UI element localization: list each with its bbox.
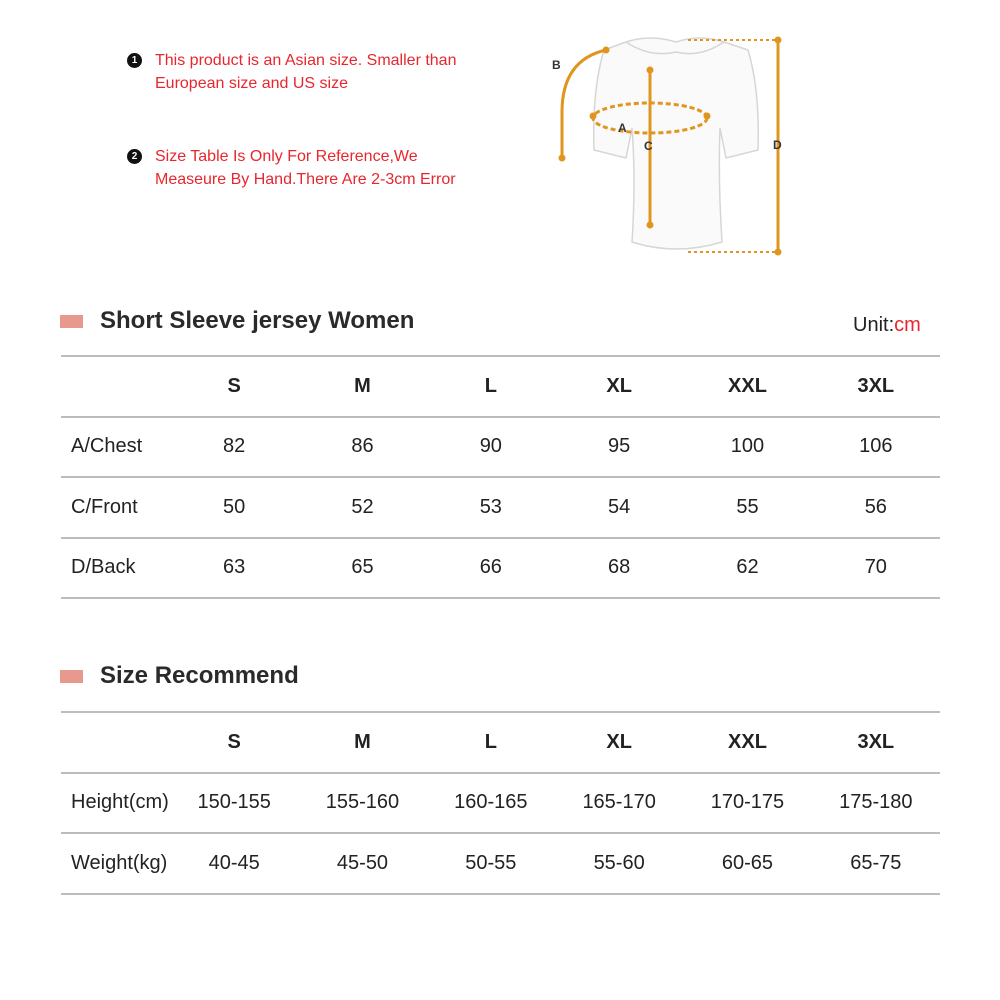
header-size: S — [227, 374, 241, 397]
header-size: XXL — [728, 730, 767, 753]
table-cell: 150-155 — [197, 791, 271, 814]
jersey-outline — [594, 38, 759, 249]
row-label: Height(cm) — [71, 791, 169, 814]
section-title: Size Recommend — [100, 662, 299, 689]
table-row — [61, 833, 940, 894]
table-cell: 60-65 — [721, 851, 774, 874]
note-number-2: 2 — [127, 149, 142, 164]
measure-point-c-bottom — [647, 222, 654, 229]
unit-label — [853, 314, 921, 337]
note-number-1: 1 — [127, 53, 142, 68]
header-size: XL — [606, 374, 632, 397]
table-cell: 175-180 — [839, 791, 913, 814]
table-cell: 160-165 — [454, 791, 528, 814]
table-cell: 65 — [351, 556, 374, 579]
header-size: S — [227, 730, 241, 753]
table-cell: 155-160 — [325, 791, 400, 814]
measure-point-b-top — [603, 47, 610, 54]
table-row — [61, 538, 940, 599]
header-size: L — [484, 374, 497, 397]
diagram-label-d: D — [773, 138, 782, 152]
size-chart-table — [61, 355, 940, 599]
diagram-label-a: A — [618, 121, 627, 135]
unit-label-text: Unit: — [853, 314, 895, 336]
table-cell: 66 — [479, 556, 502, 579]
table-header-row — [61, 356, 940, 417]
section-marker — [60, 315, 83, 328]
note-measurement-error — [127, 145, 457, 191]
header-size: L — [484, 730, 497, 753]
header-size: 3XL — [857, 374, 895, 397]
table-header-row — [61, 712, 940, 773]
table-cell: 86 — [351, 435, 374, 458]
table-cell: 70 — [864, 556, 887, 579]
measure-point-d-top — [775, 37, 782, 44]
table-cell: 63 — [223, 556, 246, 579]
row-label: A/Chest — [71, 435, 143, 458]
unit-value: cm — [894, 314, 921, 336]
table-cell: 54 — [608, 495, 631, 518]
table-cell: 55 — [736, 495, 759, 518]
diagram-label-b: B — [552, 58, 561, 72]
table-row — [61, 773, 940, 834]
note-asian-size — [127, 49, 457, 95]
header-size: M — [354, 374, 371, 397]
header-size: M — [354, 730, 371, 753]
table-cell: 56 — [864, 495, 887, 518]
table-cell: 40-45 — [208, 851, 260, 874]
row-label: D/Back — [71, 556, 136, 579]
header-size: XL — [606, 730, 632, 753]
header-cell-empty — [61, 712, 170, 773]
table-cell: 165-170 — [582, 791, 656, 814]
table-cell: 50-55 — [465, 851, 517, 874]
table-cell: 106 — [859, 435, 893, 458]
table-cell: 95 — [608, 435, 631, 458]
table-cell: 68 — [608, 556, 631, 579]
table-cell: 90 — [479, 435, 502, 458]
table-cell: 53 — [479, 495, 502, 518]
measure-point-a-right — [704, 113, 711, 120]
note-text-2: Size Table Is Only For Reference,We Measeure By Hand.There Are 2-3cm Error — [155, 148, 456, 188]
table-row — [61, 417, 940, 478]
table-cell: 82 — [223, 435, 246, 458]
table-cell: 50 — [223, 495, 246, 518]
section-title: Short Sleeve jersey Women — [100, 307, 415, 334]
measure-point-a-left — [590, 113, 597, 120]
table-cell: 52 — [351, 495, 374, 518]
table-row — [61, 477, 940, 538]
measure-point-b-bottom — [559, 155, 566, 162]
size-recommend-table — [61, 711, 940, 895]
header-cell-empty — [61, 356, 170, 417]
table-cell: 55-60 — [593, 851, 645, 874]
table-cell: 170-175 — [710, 791, 785, 814]
diagram-label-c: C — [644, 139, 653, 153]
table-cell: 100 — [730, 435, 765, 458]
row-label: C/Front — [71, 495, 138, 518]
section-marker — [60, 670, 83, 683]
measure-point-d-bottom — [775, 249, 782, 256]
note-text-1: This product is an Asian size. Smaller than European size and US size — [155, 52, 457, 92]
jersey-measurement-diagram — [548, 30, 798, 260]
measure-point-c-top — [647, 67, 654, 74]
header-size: 3XL — [857, 730, 895, 753]
row-label: Weight(kg) — [71, 851, 168, 874]
header-size: XXL — [728, 374, 767, 397]
table-cell: 45-50 — [336, 851, 389, 874]
table-cell: 65-75 — [850, 851, 902, 874]
table-cell: 62 — [736, 556, 759, 579]
